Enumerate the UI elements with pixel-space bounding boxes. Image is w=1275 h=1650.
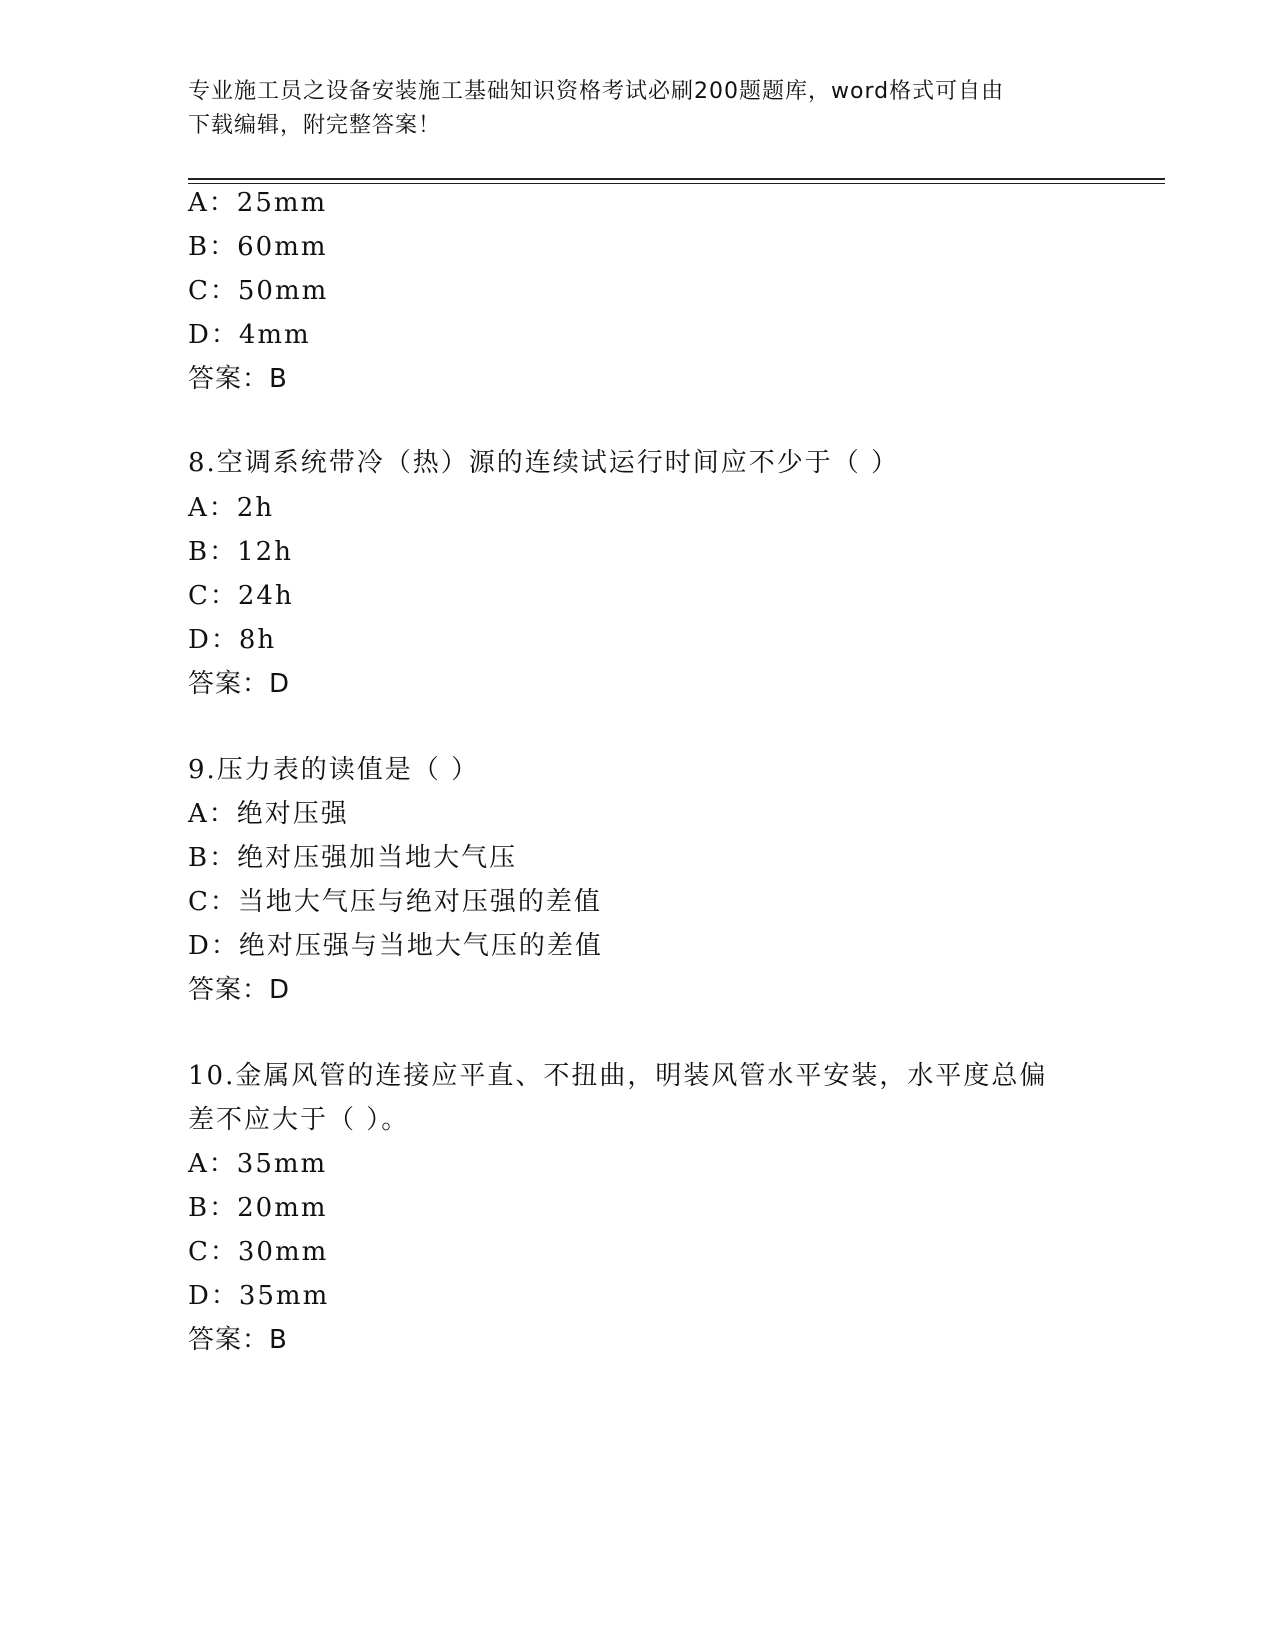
q10-question-line-2: 差不应大于（ ）。 [188,1105,410,1135]
header-rule-top [188,178,1165,180]
q10-answer: 答案：B [188,1325,288,1355]
q8-option-b: B：12h [188,537,293,567]
q7-answer: 答案：B [188,364,288,394]
q10-option-b: B：20mm [188,1193,328,1223]
q7-option-b: B：60mm [188,232,328,262]
q10-option-d: D：35mm [188,1281,330,1311]
q10-option-c: C：30mm [188,1237,329,1267]
q8-option-c: C：24h [188,581,294,611]
header-rule-bottom [188,183,1165,184]
q7-option-c: C：50mm [188,276,329,306]
q9-option-a: A：绝对压强 [188,799,349,829]
q8-option-a: A：2h [188,493,275,523]
q10-question-line-1: 10.金属风管的连接应平直、不扭曲，明装风管水平安装，水平度总偏 [188,1061,1048,1091]
header-line-1: 专业施工员之设备安装施工基础知识资格考试必刷200题题库，word格式可自由 [188,79,1005,104]
q9-question: 9.压力表的读值是（ ） [188,755,480,785]
q7-option-d: D：4mm [188,320,311,350]
q9-option-b: B：绝对压强加当地大气压 [188,843,518,873]
q8-question: 8.空调系统带冷（热）源的连续试运行时间应不少于（ ） [188,448,900,478]
header-line-2: 下载编辑，附完整答案！ [188,113,442,138]
q10-option-a: A：35mm [188,1149,328,1179]
q9-answer: 答案：D [188,975,291,1005]
q8-answer: 答案：D [188,669,291,699]
q8-option-d: D：8h [188,625,277,655]
document-header [188,75,1088,143]
q9-option-c: C：当地大气压与绝对压强的差值 [188,887,602,917]
q9-option-d: D：绝对压强与当地大气压的差值 [188,931,603,961]
q7-option-a: A：25mm [188,188,328,218]
